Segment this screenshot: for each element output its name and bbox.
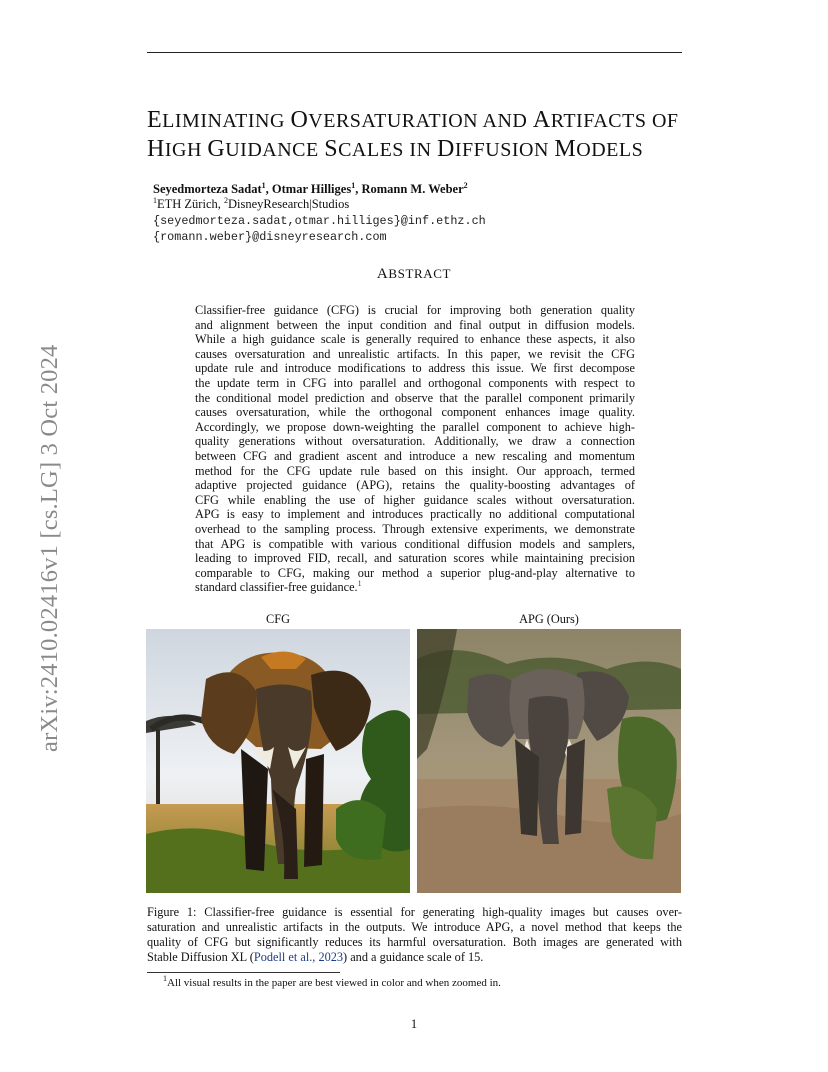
author-name: Seyedmorteza Sadat bbox=[153, 182, 262, 196]
abstract-line: leading to improved FID, recall, and saturation scores while maintaining precision bbox=[195, 551, 635, 566]
caption-line: quality of CFG but significantly reduces its harmful oversaturation. Both images are generated with bbox=[147, 935, 682, 949]
top-rule bbox=[147, 52, 682, 53]
author-email: {romann.weber}@disneyresearch.com bbox=[153, 230, 387, 244]
cfg-elephant-image bbox=[146, 629, 410, 893]
cfg-elephant-illustration bbox=[146, 629, 410, 893]
citation-link[interactable]: Podell et al., 2023 bbox=[253, 950, 344, 964]
abstract-line: While a high guidance scale is generally required to enhance these aspects, it also bbox=[195, 332, 635, 347]
title-line-2: HIGH GUIDANCE SCALES IN DIFFUSION MODELS bbox=[147, 136, 644, 162]
abstract-line: between CFG and gradient ascent and introduce a new rescaling and momentum bbox=[195, 448, 635, 463]
author-name: Otmar Hilliges bbox=[271, 182, 352, 196]
author-list: Seyedmorteza Sadat$^1$, Otmar Hilliges$^1$, Romann M. Weber$^2$ bbox=[153, 181, 468, 196]
abstract-line: method for the CFG update rule based on this insight. Our approach, termed bbox=[195, 463, 635, 478]
paper-title bbox=[147, 106, 707, 164]
abstract-line: overhead to the sampling process. Through extensive experiments, we demonstrate bbox=[195, 521, 635, 536]
footnote-marker[interactable]: 1 bbox=[357, 579, 362, 589]
abstract-line: CFG while enabling the use of higher guidance scales without oversaturation. bbox=[195, 492, 635, 507]
abstract-line: the update term in CFG into parallel and orthogonal components with respect to bbox=[195, 375, 635, 390]
arxiv-stamp: arXiv:2410.02416v1 [cs.LG] 3 Oct 2024 bbox=[36, 344, 63, 752]
abstract-line: that APG is compatible with various conditional diffusion models and samplers, bbox=[195, 536, 635, 551]
footnote-rule bbox=[147, 972, 340, 973]
figure-label-cfg: CFG bbox=[266, 612, 290, 626]
abstract-line: adaptive projected guidance (APG), retains the quality-boosting advantages of bbox=[195, 478, 635, 493]
affiliations: $^1$ETH Zürich, $^2$DisneyResearch|Studios bbox=[153, 196, 350, 211]
abstract-body bbox=[195, 303, 635, 595]
caption-line: saturation and unrealistic artifacts in the outputs. We introduce APG, a novel method that keeps the bbox=[147, 920, 682, 934]
abstract-heading: ABSTRACT bbox=[376, 266, 452, 282]
abstract-line: the conditional model prediction and observe that the parallel component primarily bbox=[195, 390, 635, 405]
footnote: $^1$All visual results in the paper are best viewed in color and when zoomed in. bbox=[163, 974, 501, 989]
abstract-line: causes oversaturation and unrealistic artifacts. In this paper, we revisit the CFG bbox=[195, 346, 635, 361]
abstract-line: causes oversaturation, while the orthogonal component enhances image quality. bbox=[195, 405, 635, 420]
abstract-line: Classifier-free guidance (CFG) is crucial for improving both generation quality bbox=[195, 303, 635, 317]
apg-elephant-illustration bbox=[417, 629, 681, 893]
author-email: {seyedmorteza.sadat,otmar.hilliges}@inf.ethz.ch bbox=[153, 214, 486, 228]
abstract-line: and alignment between the input condition and final output in diffusion models. bbox=[195, 317, 635, 332]
figure-label-apg: APG (Ours) bbox=[519, 612, 579, 626]
abstract-line: standard classifier-free guidance.$^1$ bbox=[195, 579, 362, 595]
abstract-line: update rule and introduce modifications to address this issue. We first decompose bbox=[195, 361, 635, 376]
page-number: 1 bbox=[410, 1017, 418, 1031]
title-line-1: ELIMINATING OVERSATURATION AND ARTIFACTS OF bbox=[147, 107, 679, 133]
abstract-line: quality generations without oversaturation. Additionally, we draw a connection bbox=[195, 434, 635, 449]
abstract-line: comparable to CFG, making our method a superior plug-and-play alternative to bbox=[195, 565, 635, 580]
author-name: Romann M. Weber bbox=[361, 182, 464, 196]
abstract-line: Accordingly, we propose down-weighting the parallel component to achieve high- bbox=[195, 419, 635, 434]
caption-line: Stable Diffusion XL (Podell et al., 2023) and a guidance scale of 15. bbox=[147, 950, 484, 964]
abstract-line: APG is easy to implement and introduces practically no additional computational bbox=[195, 507, 635, 522]
figure-caption bbox=[147, 905, 682, 965]
apg-elephant-image bbox=[417, 629, 681, 893]
caption-line: Figure 1: Classifier-free guidance is essential for generating high-quality images but causes over- bbox=[147, 905, 682, 919]
